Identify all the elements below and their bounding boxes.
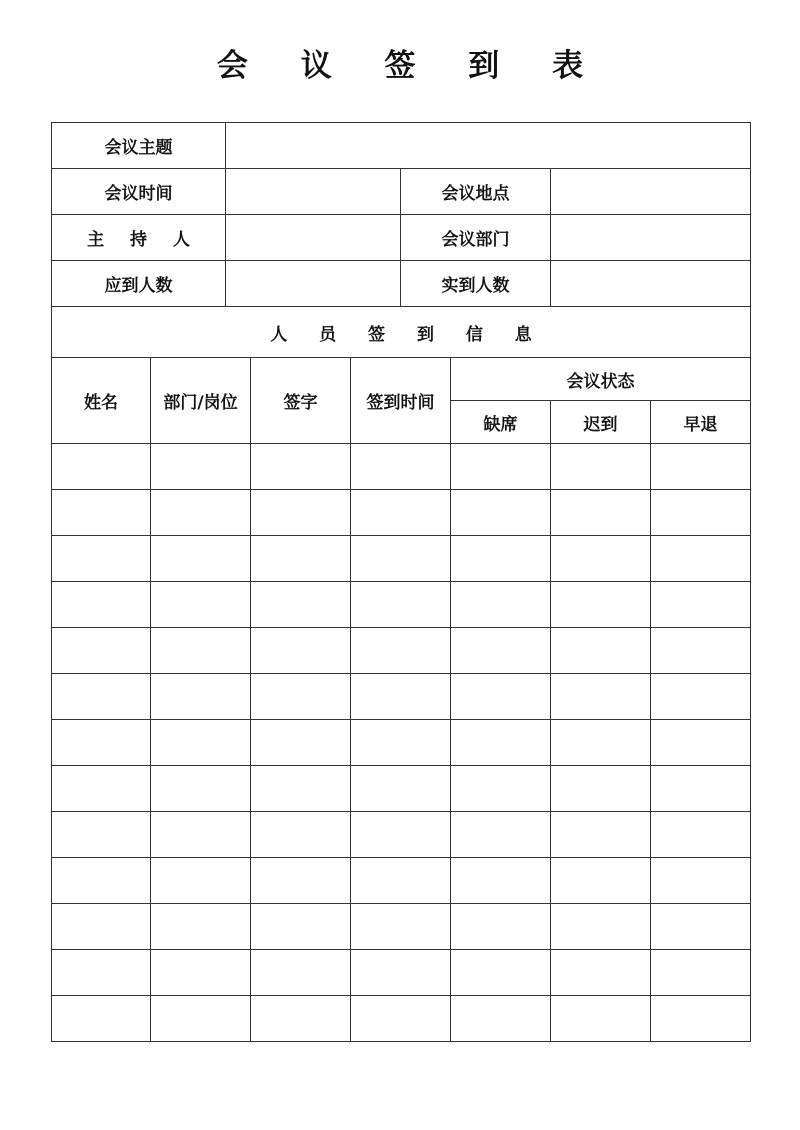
cell-absent[interactable] [451, 858, 551, 904]
table-row [52, 536, 751, 582]
cell-signature[interactable] [251, 720, 351, 766]
cell-early-leave[interactable] [651, 904, 751, 950]
table-row [52, 766, 751, 812]
actual-count-field[interactable] [551, 261, 751, 307]
cell-dept-position[interactable] [151, 674, 251, 720]
cell-absent[interactable] [451, 582, 551, 628]
cell-early-leave[interactable] [651, 628, 751, 674]
col-header-dept-position: 部门/岗位 [151, 358, 251, 444]
cell-early-leave[interactable] [651, 674, 751, 720]
cell-checkin-time[interactable] [351, 582, 451, 628]
cell-signature[interactable] [251, 996, 351, 1042]
cell-early-leave[interactable] [651, 812, 751, 858]
host-label: 主 持 人 [52, 215, 226, 261]
col-header-checkin-time: 签到时间 [351, 358, 451, 444]
headcount-row [52, 261, 751, 307]
cell-signature[interactable] [251, 858, 351, 904]
cell-name[interactable] [52, 812, 151, 858]
cell-dept-position[interactable] [151, 720, 251, 766]
col-header-signature: 签字 [251, 358, 351, 444]
cell-name[interactable] [52, 858, 151, 904]
cell-absent[interactable] [451, 720, 551, 766]
cell-name[interactable] [52, 536, 151, 582]
cell-late[interactable] [551, 628, 651, 674]
cell-late[interactable] [551, 996, 651, 1042]
host-row [52, 215, 751, 261]
cell-name[interactable] [52, 490, 151, 536]
expected-count-label: 应到人数 [52, 261, 226, 307]
cell-absent[interactable] [451, 628, 551, 674]
meeting-dept-field[interactable] [551, 215, 751, 261]
col-header-status-group: 会议状态 [451, 358, 751, 401]
page-title: 会 议 签 到 表 [216, 48, 605, 84]
cell-signature[interactable] [251, 628, 351, 674]
cell-signature[interactable] [251, 444, 351, 490]
host-field[interactable] [226, 215, 401, 261]
cell-absent[interactable] [451, 444, 551, 490]
cell-name[interactable] [52, 582, 151, 628]
table-row [52, 720, 751, 766]
cell-late[interactable] [551, 904, 651, 950]
cell-dept-position[interactable] [151, 582, 251, 628]
cell-late[interactable] [551, 444, 651, 490]
meeting-topic-label: 会议主题 [52, 123, 226, 169]
cell-late[interactable] [551, 674, 651, 720]
table-row [52, 904, 751, 950]
cell-name[interactable] [52, 720, 151, 766]
cell-name[interactable] [52, 628, 151, 674]
cell-dept-position[interactable] [151, 858, 251, 904]
section-title: 人 员 签 到 信 息 [52, 307, 751, 358]
meeting-location-field[interactable] [551, 169, 751, 215]
table-row [52, 996, 751, 1042]
expected-count-field[interactable] [226, 261, 401, 307]
cell-early-leave[interactable] [651, 996, 751, 1042]
cell-checkin-time[interactable] [351, 720, 451, 766]
cell-early-leave[interactable] [651, 720, 751, 766]
cell-dept-position[interactable] [151, 950, 251, 996]
cell-early-leave[interactable] [651, 536, 751, 582]
cell-absent[interactable] [451, 996, 551, 1042]
cell-early-leave[interactable] [651, 858, 751, 904]
cell-checkin-time[interactable] [351, 950, 451, 996]
cell-signature[interactable] [251, 812, 351, 858]
cell-absent[interactable] [451, 766, 551, 812]
actual-count-label: 实到人数 [401, 261, 551, 307]
cell-dept-position[interactable] [151, 766, 251, 812]
cell-checkin-time[interactable] [351, 490, 451, 536]
sign-in-sheet [51, 122, 751, 1042]
cell-late[interactable] [551, 536, 651, 582]
cell-signature[interactable] [251, 582, 351, 628]
col-header-name: 姓名 [52, 358, 151, 444]
cell-signature[interactable] [251, 536, 351, 582]
cell-late[interactable] [551, 812, 651, 858]
cell-name[interactable] [52, 444, 151, 490]
cell-late[interactable] [551, 950, 651, 996]
table-row [52, 628, 751, 674]
meeting-time-field[interactable] [226, 169, 401, 215]
meeting-dept-label: 会议部门 [401, 215, 551, 261]
cell-signature[interactable] [251, 490, 351, 536]
cell-checkin-time[interactable] [351, 812, 451, 858]
cell-signature[interactable] [251, 674, 351, 720]
cell-dept-position[interactable] [151, 812, 251, 858]
cell-absent[interactable] [451, 490, 551, 536]
col-header-absent: 缺席 [451, 401, 551, 444]
cell-absent[interactable] [451, 674, 551, 720]
cell-name[interactable] [52, 674, 151, 720]
table-row [52, 490, 751, 536]
cell-early-leave[interactable] [651, 490, 751, 536]
cell-checkin-time[interactable] [351, 674, 451, 720]
cell-name[interactable] [52, 766, 151, 812]
cell-checkin-time[interactable] [351, 444, 451, 490]
cell-name[interactable] [52, 904, 151, 950]
cell-checkin-time[interactable] [351, 858, 451, 904]
table-row [52, 812, 751, 858]
col-header-early-leave: 早退 [651, 401, 751, 444]
cell-signature[interactable] [251, 766, 351, 812]
col-header-late: 迟到 [551, 401, 651, 444]
table-row [52, 950, 751, 996]
cell-name[interactable] [52, 996, 151, 1042]
cell-early-leave[interactable] [651, 950, 751, 996]
cell-early-leave[interactable] [651, 766, 751, 812]
table-row [52, 858, 751, 904]
cell-late[interactable] [551, 582, 651, 628]
cell-dept-position[interactable] [151, 904, 251, 950]
meeting-time-label: 会议时间 [52, 169, 226, 215]
cell-checkin-time[interactable] [351, 536, 451, 582]
column-header-row [52, 358, 751, 401]
meeting-time-row [52, 169, 751, 215]
cell-absent[interactable] [451, 950, 551, 996]
cell-early-leave[interactable] [651, 582, 751, 628]
cell-late[interactable] [551, 490, 651, 536]
cell-signature[interactable] [251, 950, 351, 996]
cell-dept-position[interactable] [151, 444, 251, 490]
cell-late[interactable] [551, 720, 651, 766]
cell-checkin-time[interactable] [351, 766, 451, 812]
meeting-location-label: 会议地点 [401, 169, 551, 215]
cell-dept-position[interactable] [151, 536, 251, 582]
meeting-topic-field[interactable] [226, 123, 751, 169]
cell-absent[interactable] [451, 904, 551, 950]
table-row [52, 444, 751, 490]
cell-absent[interactable] [451, 812, 551, 858]
section-row [52, 307, 751, 358]
cell-name[interactable] [52, 950, 151, 996]
table-row [52, 582, 751, 628]
cell-dept-position[interactable] [151, 490, 251, 536]
table-row [52, 674, 751, 720]
cell-early-leave[interactable] [651, 444, 751, 490]
cell-late[interactable] [551, 858, 651, 904]
cell-checkin-time[interactable] [351, 628, 451, 674]
meeting-topic-row [52, 123, 751, 169]
cell-checkin-time[interactable] [351, 904, 451, 950]
cell-dept-position[interactable] [151, 996, 251, 1042]
cell-absent[interactable] [451, 536, 551, 582]
cell-late[interactable] [551, 766, 651, 812]
cell-dept-position[interactable] [151, 628, 251, 674]
cell-signature[interactable] [251, 904, 351, 950]
cell-checkin-time[interactable] [351, 996, 451, 1042]
